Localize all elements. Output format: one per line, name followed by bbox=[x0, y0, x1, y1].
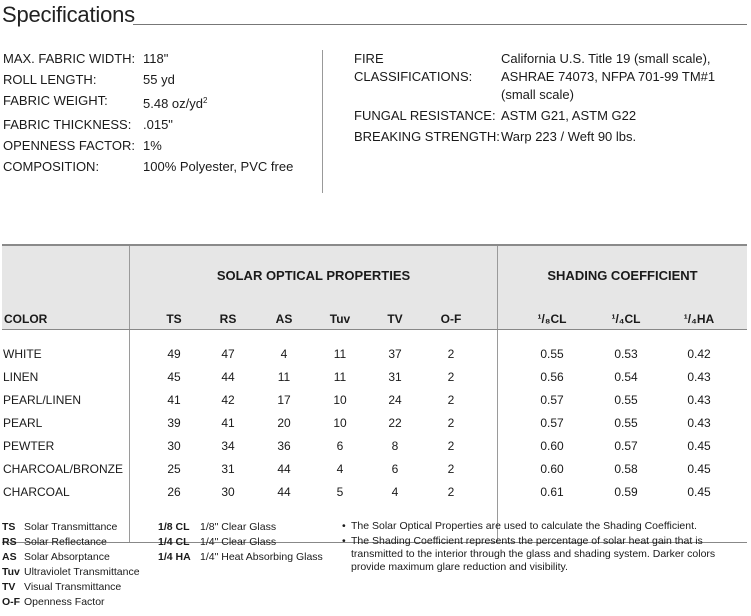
page-title: Specifications bbox=[2, 2, 135, 27]
spec-value-multiline bbox=[501, 50, 749, 104]
table-cell: 0.56 bbox=[540, 370, 564, 384]
spec-label: COMPOSITION: bbox=[3, 159, 100, 174]
spec-label: FUNGAL RESISTANCE: bbox=[354, 108, 496, 123]
table-cell: 2 bbox=[447, 485, 455, 499]
table-cell: 2 bbox=[447, 439, 455, 453]
table-cell: 42 bbox=[221, 393, 235, 407]
table-cell: 10 bbox=[333, 393, 347, 407]
spec-label: FABRIC WEIGHT: bbox=[3, 93, 108, 108]
table-cell: 22 bbox=[388, 416, 402, 430]
column-header-rs: RS bbox=[219, 312, 237, 326]
spec-row bbox=[354, 128, 749, 146]
group-header-solar: SOLAR OPTICAL PROPERTIES bbox=[216, 268, 411, 283]
legend-text: Solar Absorptance bbox=[24, 551, 110, 563]
cell-color-name: CHARCOAL bbox=[3, 485, 70, 499]
table-cell: 0.45 bbox=[687, 462, 711, 476]
table-cell: 17 bbox=[277, 393, 291, 407]
legend-item bbox=[2, 550, 152, 565]
spec-row bbox=[3, 50, 323, 68]
spec-value: Warp 223 / Weft 90 lbs. bbox=[501, 129, 637, 144]
column-header-as: AS bbox=[275, 312, 293, 326]
table-cell: 6 bbox=[336, 439, 344, 453]
spec-label: ROLL LENGTH: bbox=[3, 72, 97, 87]
table-cell: 41 bbox=[221, 416, 235, 430]
header-separator bbox=[129, 246, 130, 329]
table-cell: 30 bbox=[167, 439, 181, 453]
spec-value-text: 5.48 oz/yd bbox=[143, 96, 203, 111]
spec-value: 1% bbox=[143, 138, 162, 153]
table-row bbox=[2, 413, 747, 433]
table-cell: 30 bbox=[221, 485, 235, 499]
table-cell: 37 bbox=[388, 347, 402, 361]
table-cell: 49 bbox=[167, 347, 181, 361]
table-cell: 2 bbox=[447, 370, 455, 384]
legend-item bbox=[158, 520, 338, 535]
spec-value-line: California U.S. Title 19 (small scale), bbox=[501, 51, 711, 66]
column-header-tv: TV bbox=[387, 312, 403, 326]
table-cell: 11 bbox=[277, 370, 291, 384]
cell-color-name: PEARL bbox=[3, 416, 43, 430]
table-cell: 47 bbox=[221, 347, 235, 361]
table-cell: 0.55 bbox=[540, 347, 564, 361]
table-row bbox=[2, 344, 747, 364]
column-header-1-4ha: ¹/₄HA bbox=[683, 312, 715, 326]
table-cell: 0.42 bbox=[687, 347, 711, 361]
spec-value: 118" bbox=[143, 51, 169, 66]
table-cell: 0.55 bbox=[614, 393, 638, 407]
table-cell: 24 bbox=[388, 393, 402, 407]
legend-item bbox=[158, 550, 338, 565]
table-cell: 11 bbox=[333, 347, 347, 361]
column-header-o-f: O-F bbox=[440, 312, 462, 326]
legend-code: TS bbox=[2, 521, 16, 533]
cell-color-name: WHITE bbox=[3, 347, 42, 361]
cell-color-name: CHARCOAL/BRONZE bbox=[3, 462, 124, 476]
table-cell: 31 bbox=[388, 370, 402, 384]
legend-glass bbox=[158, 520, 338, 565]
table-cell: 0.45 bbox=[687, 439, 711, 453]
table-row bbox=[2, 436, 747, 456]
table-cell: 4 bbox=[336, 462, 344, 476]
specs-left bbox=[3, 50, 323, 179]
header-separator bbox=[497, 246, 498, 329]
legend-code: Tuv bbox=[2, 566, 20, 578]
table-cell: 11 bbox=[333, 370, 347, 384]
table-cell: 26 bbox=[167, 485, 181, 499]
column-header-tuv: Tuv bbox=[329, 312, 351, 326]
legend-text: Ultraviolet Transmittance bbox=[24, 566, 140, 578]
legend-text: 1/4" Clear Glass bbox=[200, 536, 277, 548]
spec-value-line: ASHRAE 74073, NFPA 701-99 TM#1 bbox=[501, 69, 716, 84]
table-cell: 10 bbox=[333, 416, 347, 430]
table-cell: 0.58 bbox=[614, 462, 638, 476]
legend-code: O-F bbox=[2, 596, 21, 608]
table-cell: 44 bbox=[277, 462, 291, 476]
table-cell: 0.54 bbox=[614, 370, 638, 384]
spec-value: ASTM G21, ASTM G22 bbox=[501, 108, 637, 123]
table-cell: 0.59 bbox=[614, 485, 638, 499]
table-cell: 4 bbox=[391, 485, 399, 499]
table-cell: 0.45 bbox=[687, 485, 711, 499]
column-header-color: COLOR bbox=[4, 312, 48, 326]
table-cell: 45 bbox=[167, 370, 181, 384]
legend-abbreviations bbox=[2, 520, 152, 610]
table-cell: 39 bbox=[167, 416, 181, 430]
legend-text: Solar Reflectance bbox=[24, 536, 107, 548]
spec-label: FABRIC THICKNESS: bbox=[3, 117, 132, 132]
table-cell: 36 bbox=[277, 439, 291, 453]
spec-row bbox=[3, 137, 323, 155]
cell-color-name: LINEN bbox=[3, 370, 39, 384]
legend-text: 1/4" Heat Absorbing Glass bbox=[200, 551, 323, 563]
legend-text: Solar Transmittance bbox=[24, 521, 118, 533]
legend-code: TV bbox=[2, 581, 16, 593]
table-cell: 0.57 bbox=[540, 416, 564, 430]
legend-notes bbox=[342, 520, 746, 576]
legend-code: 1/4 HA bbox=[158, 551, 191, 563]
column-header-1-8cl: ¹/₈CL bbox=[537, 312, 567, 326]
spec-label: BREAKING STRENGTH: bbox=[354, 129, 500, 144]
column-header-ts: TS bbox=[166, 312, 182, 326]
spec-value-weight bbox=[143, 92, 323, 113]
table-cell: 44 bbox=[221, 370, 235, 384]
table-cell: 0.60 bbox=[540, 462, 564, 476]
spec-row bbox=[3, 92, 323, 113]
spec-value-sup: 2 bbox=[203, 96, 208, 105]
legend-item bbox=[2, 535, 152, 550]
legend-text: Visual Transmittance bbox=[24, 581, 122, 593]
table-cell: 25 bbox=[167, 462, 181, 476]
table-row bbox=[2, 367, 747, 387]
table-cell: 0.57 bbox=[614, 439, 638, 453]
legend-code: RS bbox=[2, 536, 17, 548]
specs-right bbox=[354, 50, 749, 149]
table-header bbox=[2, 246, 747, 330]
spec-value: .015" bbox=[143, 117, 173, 132]
cell-color-name: PEARL/LINEN bbox=[3, 393, 82, 407]
table-cell: 0.60 bbox=[540, 439, 564, 453]
legend-code: 1/8 CL bbox=[158, 521, 190, 533]
properties-table bbox=[2, 244, 747, 543]
table-row bbox=[2, 390, 747, 410]
table-cell: 8 bbox=[391, 439, 399, 453]
bullet-icon: • bbox=[342, 535, 346, 547]
table-cell: 2 bbox=[447, 347, 455, 361]
legend-item bbox=[2, 595, 152, 610]
spec-label: MAX. FABRIC WIDTH: bbox=[3, 51, 136, 66]
legend-item bbox=[2, 565, 152, 580]
spec-value: 100% Polyester, PVC free bbox=[143, 159, 294, 174]
table-cell: 20 bbox=[277, 416, 291, 430]
table-cell: 44 bbox=[277, 485, 291, 499]
legend-item bbox=[2, 580, 152, 595]
column-header-1-4cl: ¹/₄CL bbox=[611, 312, 641, 326]
title-row bbox=[0, 2, 751, 32]
title-rule bbox=[133, 24, 747, 25]
group-header-shading: SHADING COEFFICIENT bbox=[547, 268, 698, 283]
table-cell: 6 bbox=[391, 462, 399, 476]
table-cell: 0.53 bbox=[614, 347, 638, 361]
note-item bbox=[342, 520, 746, 533]
spec-row bbox=[3, 116, 323, 134]
table-cell: 31 bbox=[221, 462, 235, 476]
legend-code: 1/4 CL bbox=[158, 536, 190, 548]
spec-value-line: (small scale) bbox=[501, 87, 574, 102]
spec-row bbox=[354, 50, 749, 104]
legend-code: AS bbox=[2, 551, 17, 563]
spec-label: FIRE CLASSIFICATIONS: bbox=[354, 51, 473, 84]
table-cell: 0.57 bbox=[540, 393, 564, 407]
table-row bbox=[2, 482, 747, 502]
cell-color-name: PEWTER bbox=[3, 439, 55, 453]
table-body bbox=[2, 330, 747, 543]
table-cell: 2 bbox=[447, 393, 455, 407]
table-cell: 4 bbox=[280, 347, 288, 361]
legend-text: Openness Factor bbox=[24, 596, 105, 608]
spec-row bbox=[354, 107, 749, 125]
legend-item bbox=[2, 520, 152, 535]
table-cell: 34 bbox=[221, 439, 235, 453]
table-cell: 2 bbox=[447, 416, 455, 430]
spec-value: 55 yd bbox=[143, 72, 175, 87]
bullet-icon: • bbox=[342, 520, 346, 532]
table-row bbox=[2, 459, 747, 479]
legend-item bbox=[158, 535, 338, 550]
table-cell: 5 bbox=[336, 485, 344, 499]
note-text: The Solar Optical Properties are used to calculate the Shading Coefficient. bbox=[351, 520, 697, 532]
table-cell: 0.43 bbox=[687, 393, 711, 407]
table-cell: 41 bbox=[167, 393, 181, 407]
spec-row bbox=[3, 71, 323, 89]
spec-label: OPENNESS FACTOR: bbox=[3, 138, 135, 153]
note-text: The Shading Coefficient represents the percentage of solar heat gain that is transmitted to the interior through the glass and shading system. Darker colors provide maximum glare reduction and visibility. bbox=[351, 535, 716, 573]
note-item bbox=[342, 535, 746, 574]
table-cell: 0.61 bbox=[540, 485, 564, 499]
spec-row bbox=[3, 158, 323, 176]
table-cell: 0.43 bbox=[687, 416, 711, 430]
table-cell: 2 bbox=[447, 462, 455, 476]
specs-divider bbox=[322, 50, 323, 193]
table-cell: 0.55 bbox=[614, 416, 638, 430]
table-cell: 0.43 bbox=[687, 370, 711, 384]
legend-text: 1/8" Clear Glass bbox=[200, 521, 277, 533]
